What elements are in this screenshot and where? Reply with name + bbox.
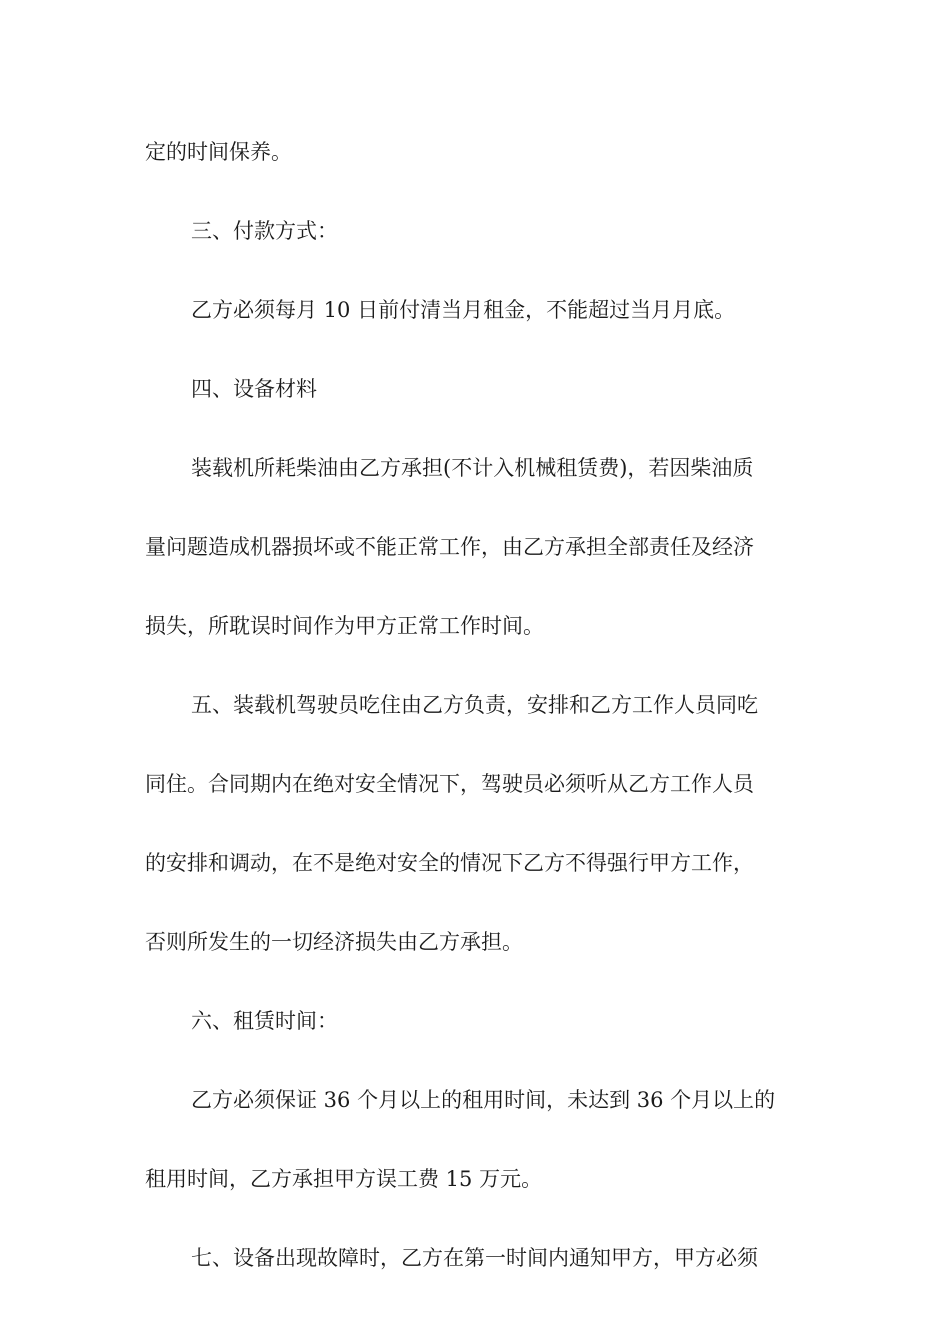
section-heading-payment: 三、付款方式：: [191, 219, 338, 243]
paragraph-line: 损失，所耽误时间作为甲方正常工作时间。: [145, 614, 544, 638]
paragraph-line: 的安排和调动，在不是绝对安全的情况下乙方不得强行甲方工作，: [145, 851, 754, 875]
paragraph-line: 同住。合同期内在绝对安全情况下，驾驶员必须听从乙方工作人员: [145, 772, 754, 796]
section-heading-faults: 七、设备出现故障时，乙方在第一时间内通知甲方，甲方必须: [191, 1246, 758, 1270]
section-heading-driver: 五、装载机驾驶员吃住由乙方负责，安排和乙方工作人员同吃: [191, 693, 758, 717]
paragraph-line: 量问题造成机器损坏或不能正常工作，由乙方承担全部责任及经济: [145, 535, 754, 559]
paragraph-line: 定的时间保养。: [145, 140, 292, 164]
paragraph-line: 否则所发生的一切经济损失由乙方承担。: [145, 930, 523, 954]
paragraph-line: 乙方必须保证 36 个月以上的租用时间，未达到 36 个月以上的: [191, 1088, 776, 1112]
section-heading-materials: 四、设备材料: [191, 377, 317, 401]
paragraph-line: 租用时间，乙方承担甲方误工费 15 万元。: [145, 1167, 543, 1191]
paragraph-line: 装载机所耗柴油由乙方承担(不计入机械租赁费)，若因柴油质: [191, 456, 754, 480]
document-body: [145, 129, 795, 1314]
paragraph-line: 乙方必须每月 10 日前付清当月租金，不能超过当月月底。: [191, 298, 736, 322]
section-heading-lease-time: 六、租赁时间：: [191, 1009, 338, 1033]
